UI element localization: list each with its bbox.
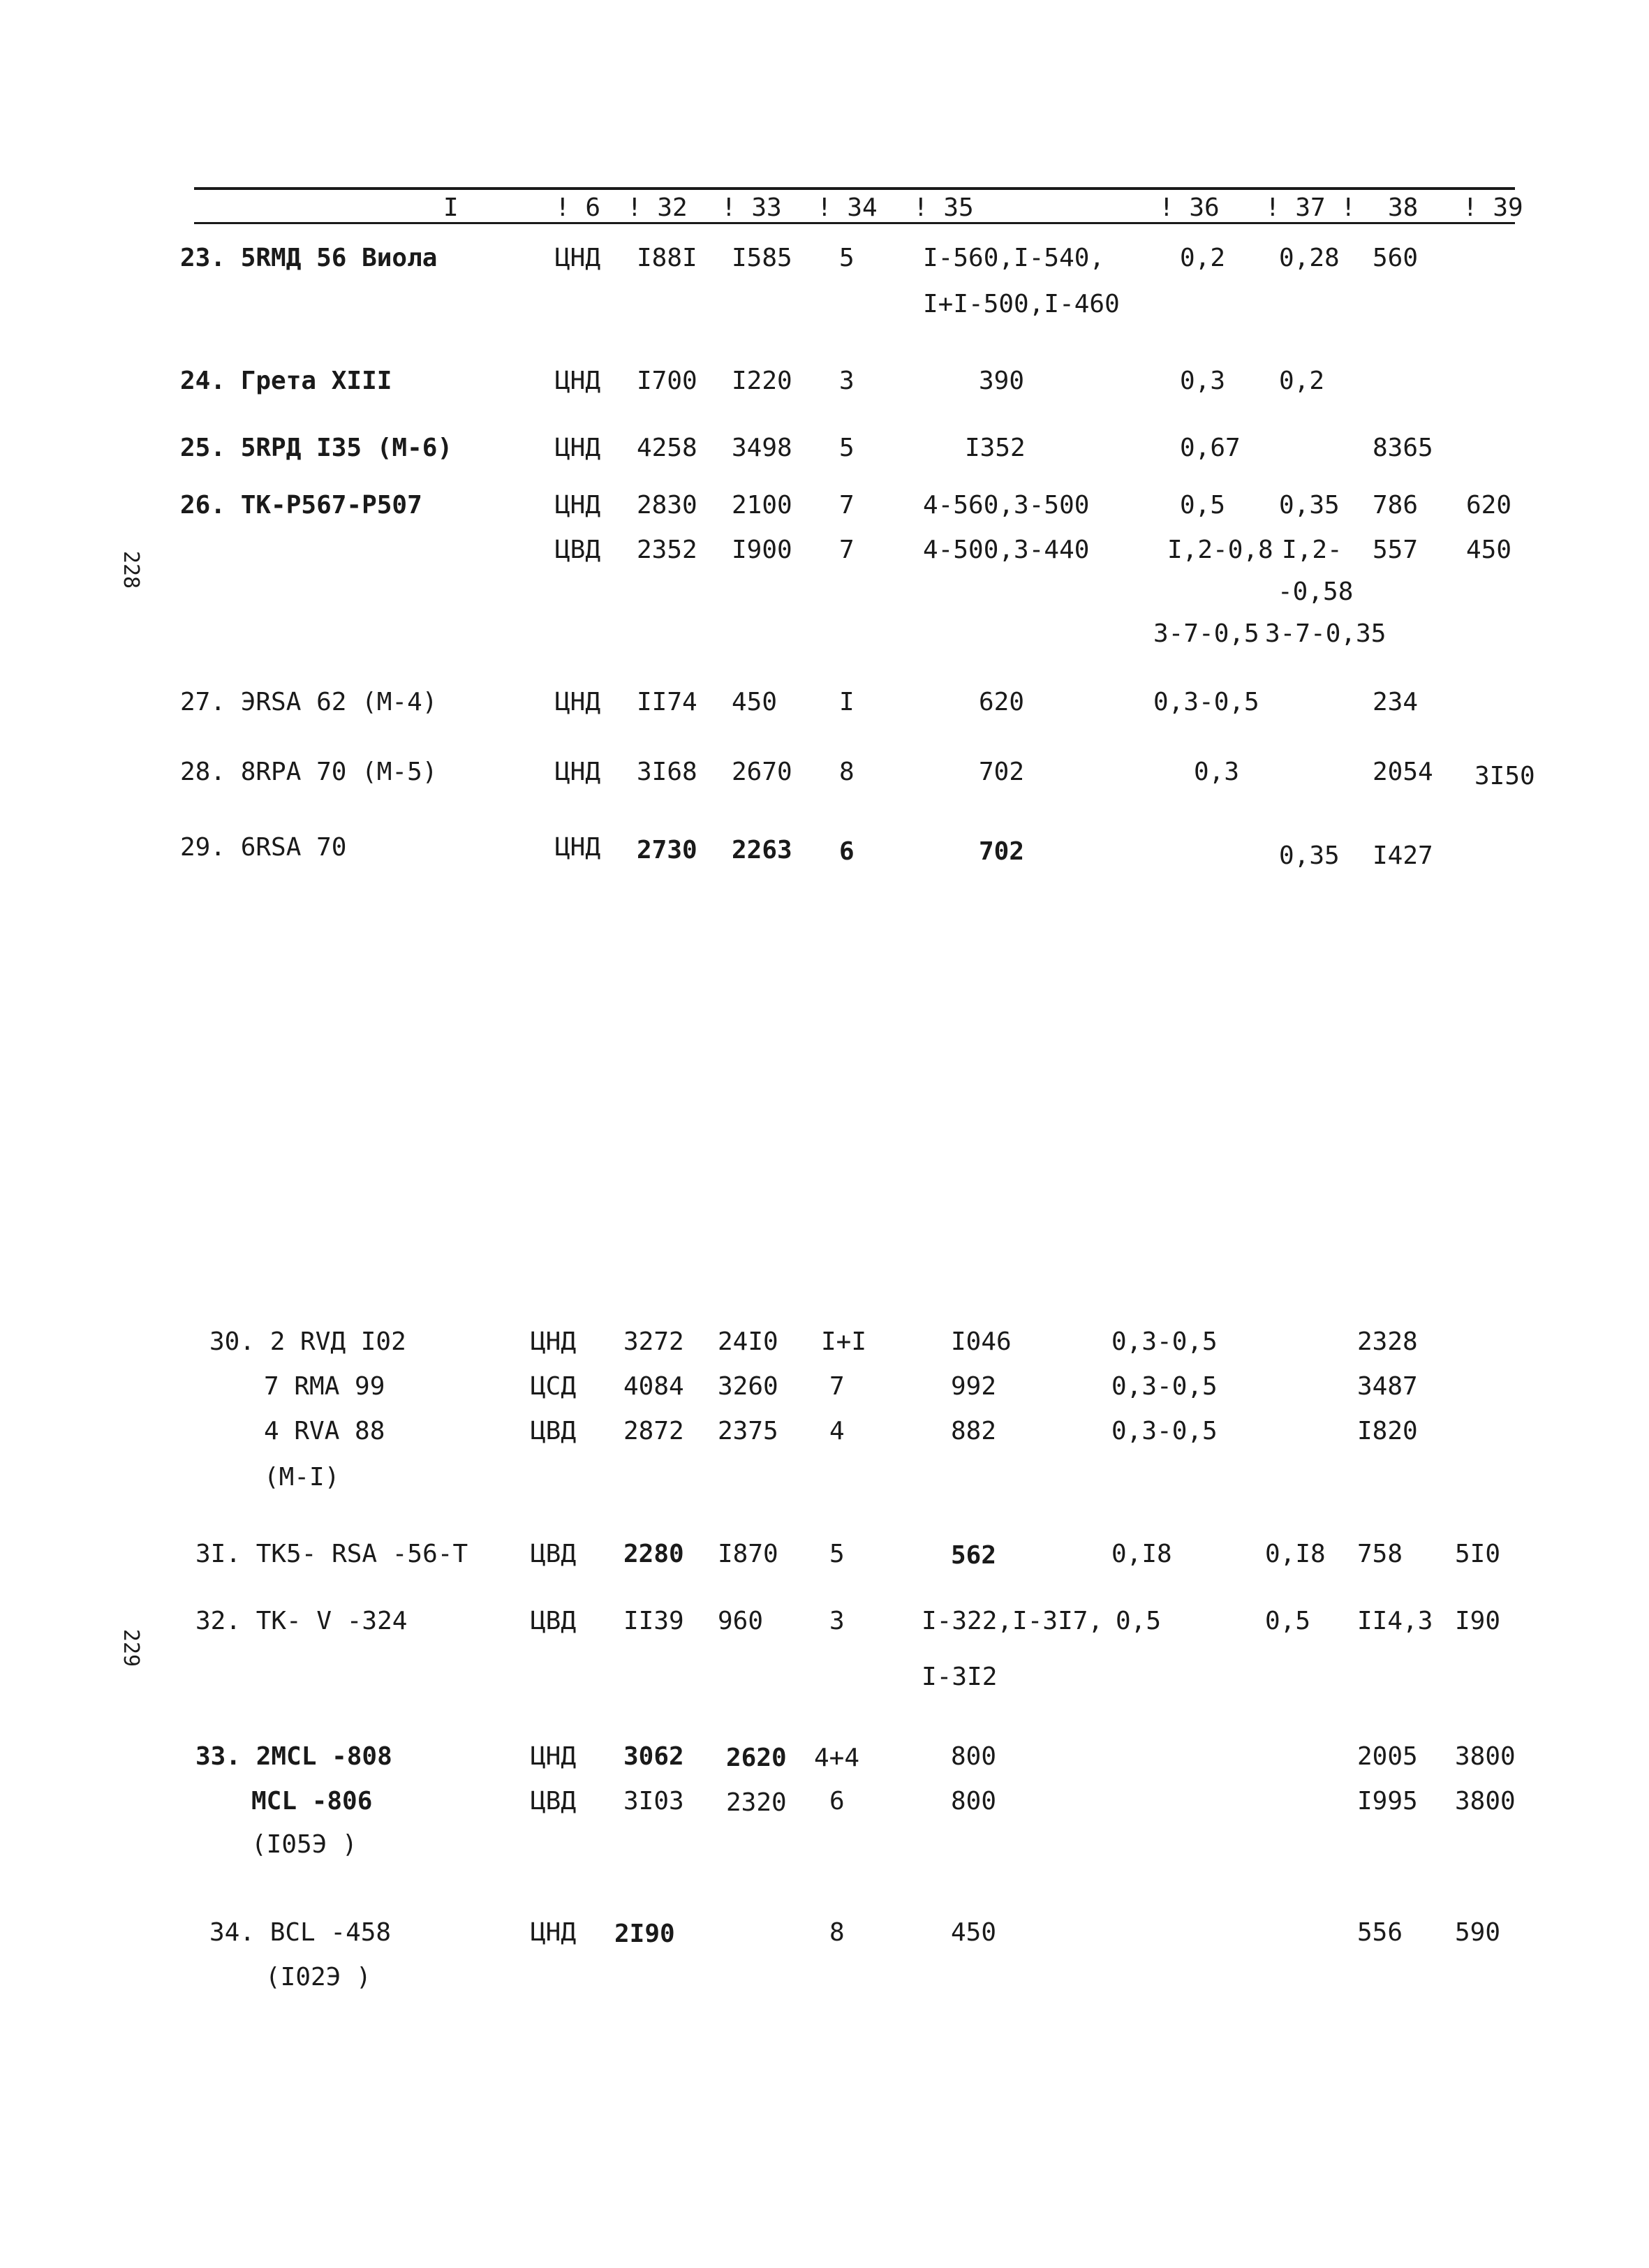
cell-32: 3272 xyxy=(623,1327,684,1356)
cell-36: 0,I8 xyxy=(1111,1540,1172,1568)
cell-34: 5 xyxy=(839,244,855,272)
cell-38: II4,3 xyxy=(1357,1607,1433,1635)
cell-36: 0,5 xyxy=(1116,1607,1162,1635)
cell-33: I900 xyxy=(732,536,792,564)
row-sublabel: (I05Э ) xyxy=(251,1830,357,1859)
cell-32: 4084 xyxy=(623,1372,684,1401)
cell-6: ЦНД xyxy=(555,688,601,716)
cell-34: 6 xyxy=(839,837,855,866)
cell-6: ЦВД xyxy=(531,1787,577,1816)
cell-38: 556 xyxy=(1357,1918,1403,1947)
header-col-1: I xyxy=(443,193,459,222)
row-sublabel: (I02Э ) xyxy=(265,1963,371,1991)
cell-35: 620 xyxy=(979,688,1025,716)
cell-6: ЦНД xyxy=(531,1327,577,1356)
cell-35: 992 xyxy=(951,1372,997,1401)
cell-6: ЦНД xyxy=(555,491,601,520)
cell-33: 2263 xyxy=(732,836,792,864)
cell-6: ЦНД xyxy=(555,367,601,395)
cell-6: ЦВД xyxy=(531,1417,577,1445)
cell-34: 3 xyxy=(839,367,855,395)
row-label: 27. ЭRSA 62 (M-4) xyxy=(180,688,438,716)
cell-34: I xyxy=(839,688,855,716)
cell-32: 2280 xyxy=(623,1540,684,1568)
cell-33: 2320 xyxy=(726,1788,787,1817)
cell-35: I+I-500,I-460 xyxy=(923,290,1120,318)
cell-38: 758 xyxy=(1357,1540,1403,1568)
cell-37-note: 3-7-0,35 xyxy=(1265,619,1387,648)
row-label: 32. ТК- V -324 xyxy=(195,1607,408,1635)
header-col-6: ! 6 xyxy=(555,193,601,222)
cell-39: 590 xyxy=(1455,1918,1501,1947)
cell-32: 3062 xyxy=(623,1742,684,1771)
cell-38: 2005 xyxy=(1357,1742,1418,1771)
cell-36: 0,3 xyxy=(1180,367,1226,395)
cell-35: 562 xyxy=(951,1541,997,1570)
cell-37: 0,2 xyxy=(1279,367,1325,395)
cell-38: 234 xyxy=(1373,688,1419,716)
row-label: 29. 6RSA 70 xyxy=(180,833,347,862)
cell-35: I-3I2 xyxy=(922,1663,998,1691)
cell-37: 0,35 xyxy=(1279,841,1340,870)
header-col-35: ! 35 xyxy=(913,193,974,222)
cell-38: 560 xyxy=(1373,244,1419,272)
row-sublabel: 7 RMA 99 xyxy=(264,1372,385,1401)
cell-6: ЦНД xyxy=(555,244,601,272)
cell-38: I820 xyxy=(1357,1417,1418,1445)
cell-36: I,2-0,8 xyxy=(1167,536,1273,564)
cell-33: 24I0 xyxy=(718,1327,778,1356)
cell-36: 0,3 xyxy=(1194,758,1240,786)
cell-34: 4 xyxy=(829,1417,845,1445)
cell-35: 882 xyxy=(951,1417,997,1445)
row-sublabel: (M-I) xyxy=(264,1463,340,1492)
cell-36-note: 3-7-0,5 xyxy=(1153,619,1259,648)
cell-6: ЦНД xyxy=(555,434,601,462)
cell-34: 8 xyxy=(839,758,855,786)
cell-34: 7 xyxy=(839,491,855,520)
cell-33: 2620 xyxy=(726,1744,787,1772)
cell-33: I585 xyxy=(732,244,792,272)
cell-34: 8 xyxy=(829,1918,845,1947)
row-label: 28. 8RPA 70 (M-5) xyxy=(180,758,438,786)
cell-37: I,2- xyxy=(1282,536,1343,564)
cell-38: 557 xyxy=(1373,536,1419,564)
cell-35: I-560,I-540, xyxy=(923,244,1105,272)
cell-34: 7 xyxy=(839,536,855,564)
cell-32: 4258 xyxy=(637,434,697,462)
cell-34: 6 xyxy=(829,1787,845,1816)
cell-33: 3498 xyxy=(732,434,792,462)
table-top-rule xyxy=(194,187,1515,190)
cell-33: 2670 xyxy=(732,758,792,786)
cell-37: 0,35 xyxy=(1279,491,1340,520)
cell-32: 2872 xyxy=(623,1417,684,1445)
cell-32: 2730 xyxy=(637,836,697,864)
cell-32: II39 xyxy=(623,1607,684,1635)
cell-35: 450 xyxy=(951,1918,997,1947)
cell-39: 3800 xyxy=(1455,1787,1516,1816)
cell-6: ЦНД xyxy=(531,1742,577,1771)
cell-33: 960 xyxy=(718,1607,764,1635)
row-label: 26. ТК-Р567-Р507 xyxy=(180,491,422,520)
cell-32: 3I68 xyxy=(637,758,697,786)
cell-36: 0,67 xyxy=(1180,434,1241,462)
cell-33: I870 xyxy=(718,1540,778,1568)
row-label: 34. BCL -458 xyxy=(209,1918,392,1947)
cell-35: 4-500,3-440 xyxy=(923,536,1090,564)
cell-38: 2328 xyxy=(1357,1327,1418,1356)
row-sublabel: MCL -806 xyxy=(251,1787,373,1816)
row-label: 3I. ТК5- RSA -56-Т xyxy=(195,1540,468,1568)
row-label: 23. 5RМД 56 Виола xyxy=(180,244,438,272)
header-col-33: ! 33 xyxy=(721,193,782,222)
row-label: 25. 5RРД I35 (M-6) xyxy=(180,434,453,462)
header-col-39: ! 39 xyxy=(1463,193,1523,222)
cell-34: 3 xyxy=(829,1607,845,1635)
cell-6: ЦВД xyxy=(531,1540,577,1568)
cell-39: 450 xyxy=(1466,536,1512,564)
cell-32: 2830 xyxy=(637,491,697,520)
cell-36: 0,3-0,5 xyxy=(1111,1372,1218,1401)
cell-39: I90 xyxy=(1455,1607,1501,1635)
cell-6: ЦНД xyxy=(555,758,601,786)
cell-37: 0,5 xyxy=(1265,1607,1311,1635)
cell-6: ЦВД xyxy=(531,1607,577,1635)
cell-38: I995 xyxy=(1357,1787,1418,1816)
cell-37: 0,I8 xyxy=(1265,1540,1326,1568)
cell-34: I+I xyxy=(821,1327,867,1356)
cell-32: 2352 xyxy=(637,536,697,564)
cell-6: ЦНД xyxy=(531,1918,577,1947)
cell-35: I352 xyxy=(965,434,1026,462)
cell-37-continued: -0,58 xyxy=(1278,577,1354,606)
cell-35: I046 xyxy=(951,1327,1012,1356)
cell-35: 702 xyxy=(979,758,1025,786)
cell-35: 4-560,3-500 xyxy=(923,491,1090,520)
cell-39: 620 xyxy=(1466,491,1512,520)
cell-37: 0,28 xyxy=(1279,244,1340,272)
cell-36: 0,3-0,5 xyxy=(1111,1417,1218,1445)
page-number-lower: 229 xyxy=(119,1628,144,1667)
header-col-34: ! 34 xyxy=(817,193,878,222)
cell-38: I427 xyxy=(1373,841,1433,870)
cell-39: 3I50 xyxy=(1474,762,1535,790)
cell-38: 8365 xyxy=(1373,434,1433,462)
cell-36: 0,2 xyxy=(1180,244,1226,272)
cell-39: 5I0 xyxy=(1455,1540,1501,1568)
cell-34: 5 xyxy=(829,1540,845,1568)
cell-33: I220 xyxy=(732,367,792,395)
cell-39: 3800 xyxy=(1455,1742,1516,1771)
cell-32: 2I90 xyxy=(614,1920,675,1948)
row-sublabel: 4 RVA 88 xyxy=(264,1417,385,1445)
cell-36: 0,5 xyxy=(1180,491,1226,520)
cell-36: 0,3-0,5 xyxy=(1153,688,1259,716)
cell-6: ЦНД xyxy=(555,833,601,862)
cell-34: 5 xyxy=(839,434,855,462)
row-label: 33. 2MCL -808 xyxy=(195,1742,392,1771)
cell-34: 4+4 xyxy=(814,1744,860,1772)
row-label: 24. Грета XIII xyxy=(180,367,392,395)
page-number-upper: 228 xyxy=(119,550,144,589)
cell-33: 3260 xyxy=(718,1372,778,1401)
cell-35: 390 xyxy=(979,367,1025,395)
cell-33: 2100 xyxy=(732,491,792,520)
cell-33: 450 xyxy=(732,688,778,716)
cell-35: 800 xyxy=(951,1787,997,1816)
header-col-32: ! 32 xyxy=(627,193,688,222)
cell-32: I88I xyxy=(637,244,697,272)
cell-32: II74 xyxy=(637,688,697,716)
cell-36: 0,3-0,5 xyxy=(1111,1327,1218,1356)
cell-35: 702 xyxy=(979,837,1025,866)
cell-32: 3I03 xyxy=(623,1787,684,1816)
cell-35: 800 xyxy=(951,1742,997,1771)
row-label: 30. 2 RVД I02 xyxy=(209,1327,406,1356)
header-col-36: ! 36 xyxy=(1159,193,1220,222)
cell-38: 2054 xyxy=(1373,758,1433,786)
cell-35: I-322,I-3I7, xyxy=(922,1607,1104,1635)
cell-32: I700 xyxy=(637,367,697,395)
cell-6: ЦВД xyxy=(555,536,601,564)
cell-33: 2375 xyxy=(718,1417,778,1445)
cell-6: ЦСД xyxy=(531,1372,577,1401)
header-col-37: ! 37 ! xyxy=(1265,193,1356,222)
header-col-38: 38 xyxy=(1388,193,1419,222)
cell-34: 7 xyxy=(829,1372,845,1401)
cell-38: 786 xyxy=(1373,491,1419,520)
cell-38: 3487 xyxy=(1357,1372,1418,1401)
